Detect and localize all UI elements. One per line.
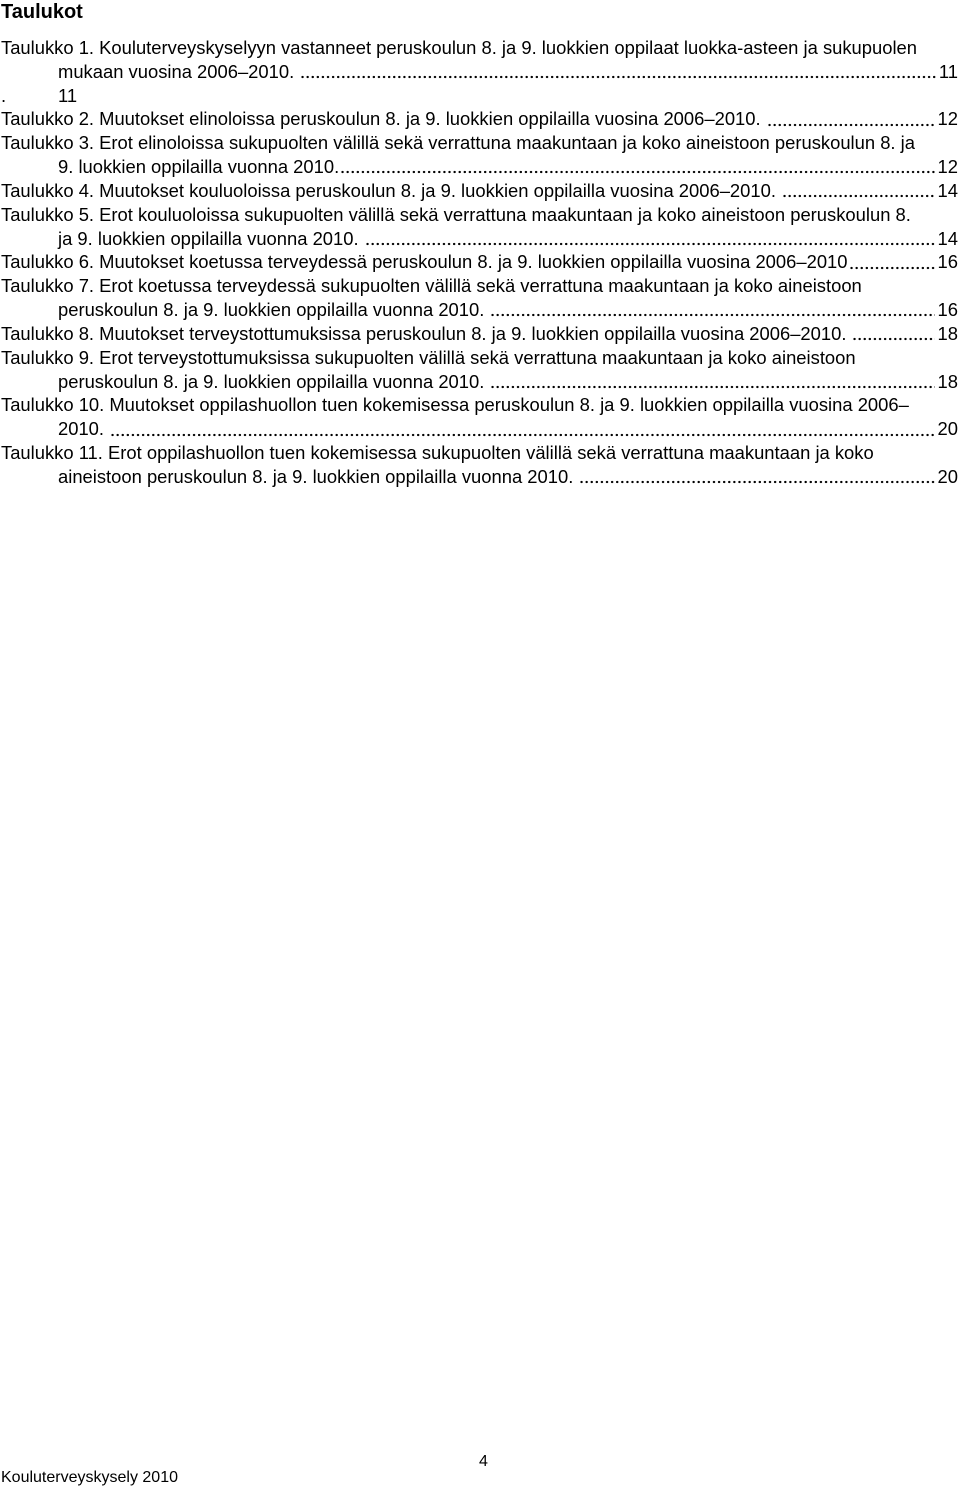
toc-entry-line	[1, 465, 958, 489]
toc-page-number: 20	[937, 465, 958, 487]
toc-entry-text: 2010.	[58, 418, 105, 440]
toc-entry-line	[1, 370, 958, 394]
toc-entry-line	[1, 417, 958, 441]
toc-page-number: 12	[937, 108, 958, 130]
toc-entry-text: aineistoon peruskoulun 8. ja 9. luokkien oppilailla vuonna 2010.	[58, 465, 574, 487]
toc-entry-line	[1, 60, 958, 84]
toc-entry-8[interactable]	[1, 322, 958, 346]
dot-leader	[852, 322, 934, 346]
dot-leader	[300, 60, 936, 84]
toc-page-number: 16	[937, 299, 958, 321]
toc-page-number: 18	[937, 370, 958, 392]
toc-entry-text: 9. luokkien oppilailla vuonna 2010.	[58, 156, 340, 178]
toc-entry-3[interactable]	[1, 131, 958, 179]
toc-page-number: 18	[937, 322, 958, 344]
footer-document-title: Kouluterveyskysely 2010	[1, 1469, 178, 1486]
toc-entry-text: Taulukko 6. Muutokset koetussa terveydessä peruskoulun 8. ja 9. luokkien oppilailla vuosina 2006–2010	[1, 251, 848, 273]
toc-entry-line	[1, 131, 958, 155]
toc-entry-text: peruskoulun 8. ja 9. luokkien oppilailla vuonna 2010.	[58, 299, 485, 321]
stray-page-number: 11	[58, 84, 78, 106]
page-number: 4	[479, 1453, 488, 1470]
toc-entry-line	[1, 274, 958, 298]
toc-entry-9[interactable]	[1, 346, 958, 394]
toc-entry-text: Taulukko 1. Kouluterveyskyselyyn vastanneet peruskoulun 8. ja 9. luokkien oppilaat luokka-asteen ja sukupuolen	[1, 37, 918, 58]
toc-entry-line	[1, 346, 958, 370]
toc-entry-text: Taulukko 11. Erot oppilashuollon tuen kokemisessa sukupuolten välillä sekä verrattuna maakuntaan ja koko	[1, 442, 874, 464]
toc-entry-5[interactable]	[1, 203, 958, 251]
toc-entry-line	[1, 441, 958, 465]
stray-period: .	[1, 84, 7, 106]
toc-entry-line	[1, 179, 958, 203]
toc-entry-text: Taulukko 10. Muutokset oppilashuollon tuen kokemisessa peruskoulun 8. ja 9. luokkien oppilailla vuosina 2006–	[1, 394, 909, 416]
toc-entry-11[interactable]	[1, 441, 958, 489]
dot-leader	[365, 227, 935, 251]
toc-entry-line	[1, 203, 958, 227]
dot-leader	[110, 417, 935, 441]
toc-entry-text: Taulukko 8. Muutokset terveystottumuksissa peruskoulun 8. ja 9. luokkien oppilailla vuosina 2006–2010.	[1, 322, 847, 344]
toc-entry-text: Taulukko 9. Erot terveystottumuksissa sukupuolten välillä sekä verrattuna maakuntaan ja koko aineistoon	[1, 346, 856, 368]
toc-entry-line	[1, 155, 958, 179]
toc-page-number: 14	[937, 179, 958, 201]
toc-page-number: 16	[937, 251, 958, 273]
toc-page-number: 14	[937, 227, 958, 249]
dot-leader	[490, 298, 934, 322]
toc-entry-10[interactable]	[1, 393, 958, 441]
dot-leader	[490, 370, 934, 394]
toc-entry-6[interactable]	[1, 250, 958, 274]
toc-entry-line	[1, 250, 958, 274]
toc-entry-line	[1, 322, 958, 346]
toc-entry-text: Taulukko 5. Erot kouluoloissa sukupuolten välillä sekä verrattuna maakuntaan ja koko aineistoon peruskoulun 8.	[1, 203, 911, 225]
toc-entry-7[interactable]	[1, 274, 958, 322]
toc-entry-1[interactable]	[1, 36, 958, 84]
dot-leader	[782, 179, 935, 203]
toc-entry-line	[1, 227, 958, 251]
toc-entry-4[interactable]	[1, 179, 958, 203]
dot-leader	[579, 465, 934, 489]
toc-entry-line	[1, 298, 958, 322]
stray-text-line	[1, 84, 958, 108]
dot-leader	[340, 155, 934, 179]
dot-leader	[767, 107, 935, 131]
toc-entry-2[interactable]	[1, 107, 958, 131]
toc-entry-text: mukaan vuosina 2006–2010.	[58, 60, 295, 82]
section-heading: Taulukot	[1, 1, 83, 23]
toc-page-number: 11	[938, 60, 958, 82]
toc-entry-text: Taulukko 3. Erot elinoloissa sukupuolten välillä sekä verrattuna maakuntaan ja koko aineistoon peruskoulun 8. ja	[1, 132, 915, 154]
table-list	[1, 36, 958, 489]
toc-page-number: 12	[937, 156, 958, 178]
toc-entry-text: Taulukko 4. Muutokset kouluoloissa peruskoulun 8. ja 9. luokkien oppilailla vuosina 2006–2010.	[1, 179, 776, 201]
toc-page-number: 20	[937, 418, 958, 440]
toc-entry-line	[1, 107, 958, 131]
dot-leader	[849, 250, 935, 274]
toc-entry-text: Taulukko 7. Erot koetussa terveydessä sukupuolten välillä sekä verrattuna maakuntaan ja koko aineistoon	[1, 275, 862, 297]
toc-entry-text: ja 9. luokkien oppilailla vuonna 2010.	[58, 227, 359, 249]
toc-entry-line	[1, 393, 958, 417]
toc-entry-text: peruskoulun 8. ja 9. luokkien oppilailla vuonna 2010.	[58, 370, 485, 392]
toc-entry-text: Taulukko 2. Muutokset elinoloissa peruskoulun 8. ja 9. luokkien oppilailla vuosina 2006–2010.	[1, 108, 761, 130]
toc-entry-line	[1, 36, 958, 60]
